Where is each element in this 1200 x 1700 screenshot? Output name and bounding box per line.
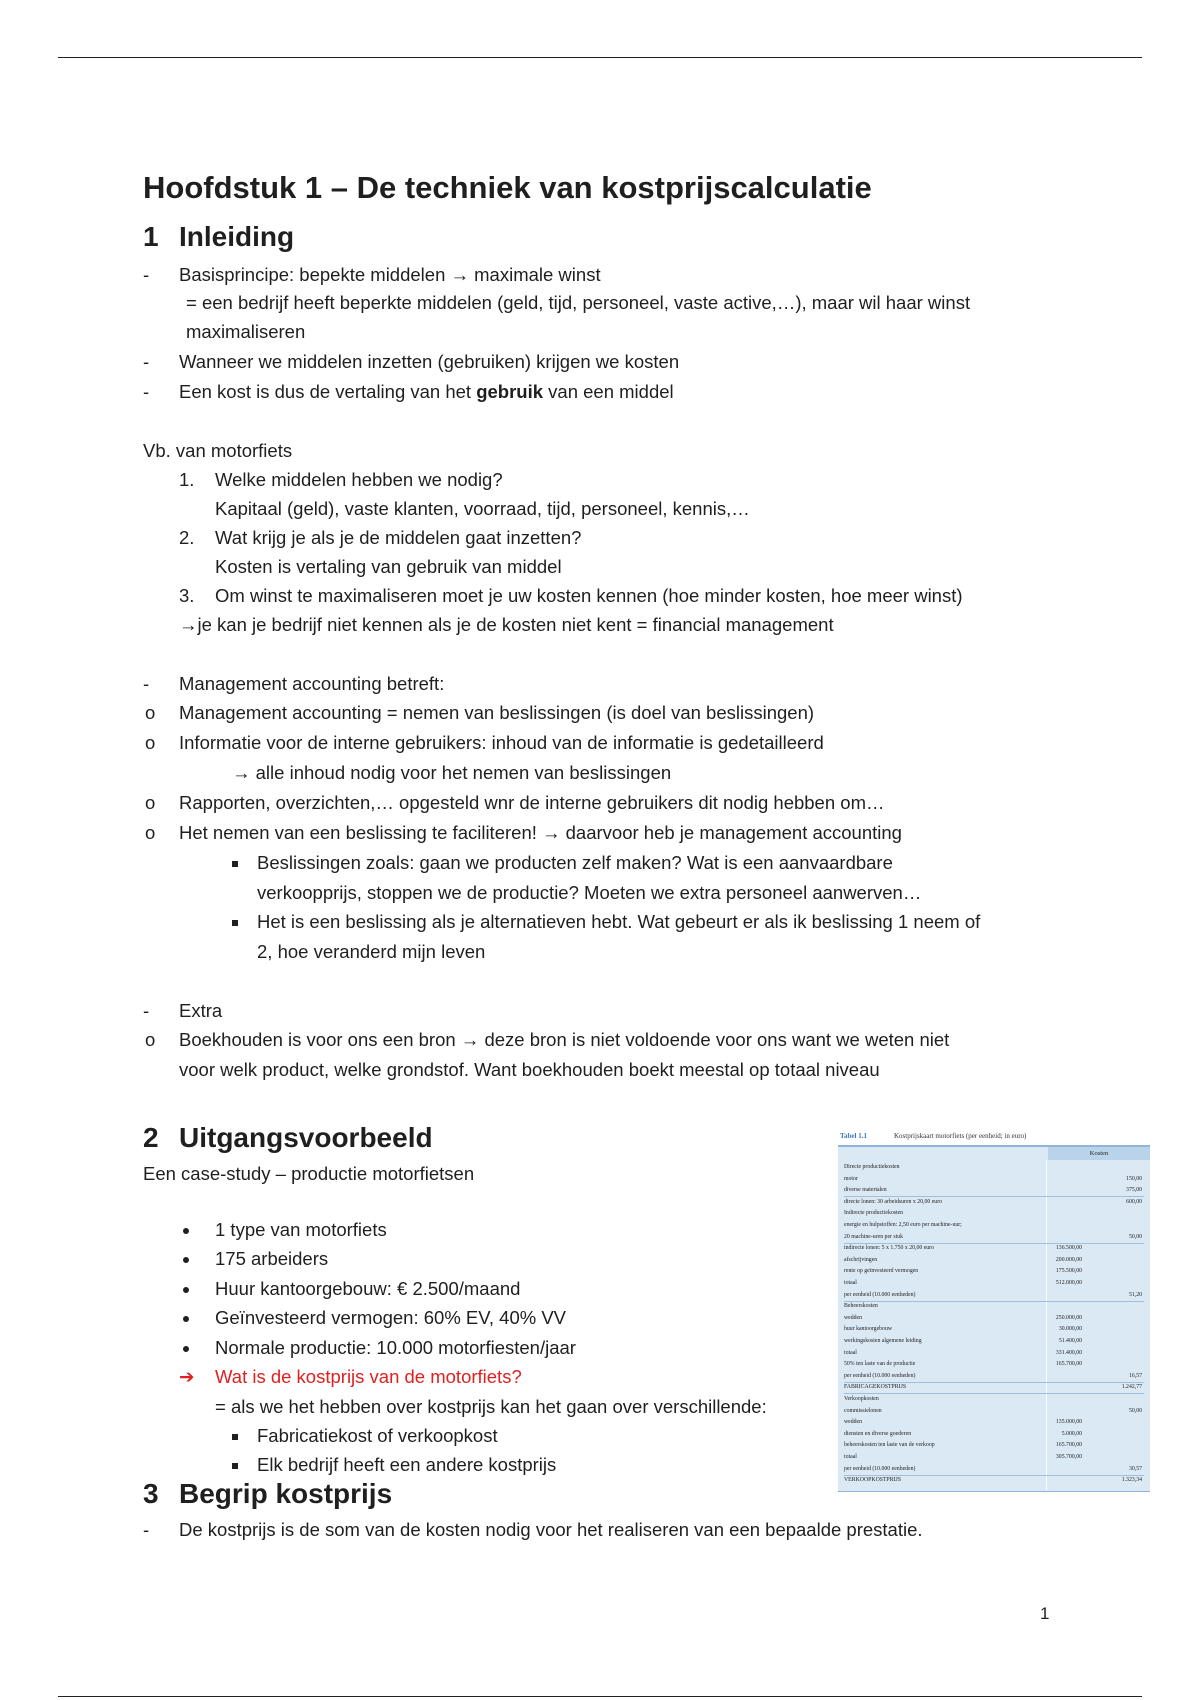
inleiding-p3 [179, 381, 674, 403]
figure-row-label: directe lonen: 30 arbeidsuren x 20,00 euro [844, 1198, 943, 1205]
inleiding-p1-cont2: maximaliseren [186, 321, 306, 342]
ma-item-2: Informatie voor de interne gebruikers: inhoud van de informatie is gedetailleerd [179, 732, 824, 753]
figure-row-label: 50% ten laste van de productie [844, 1361, 916, 1368]
figure-row-subtotal: 165.700,00 [1055, 1442, 1082, 1449]
circle-bullet: o [145, 792, 156, 813]
figure-row [844, 1324, 1144, 1335]
example-item-1: Welke middelen hebben we nodig? [215, 469, 503, 490]
figure-row-label: commissielonen [844, 1407, 882, 1414]
case-sub-1: Fabricatiekost of verkoopkost [257, 1425, 498, 1446]
dash-bullet: - [143, 673, 150, 694]
figure-row-label: Beheerskosten [844, 1303, 878, 1310]
figure-table [838, 1145, 1150, 1492]
ma-heading: Management accounting betreft: [179, 673, 445, 694]
arrow-icon: → [179, 614, 198, 635]
figure-row [844, 1406, 1144, 1417]
round-bullet [183, 1287, 189, 1293]
figure-label: Tabel 1.1 [840, 1132, 867, 1140]
figure-row-cost: 30,57 [1128, 1465, 1142, 1472]
figure-row [844, 1440, 1144, 1451]
figure-row-label: motor [844, 1175, 858, 1182]
ma-sub-2b: 2, hoe veranderd mijn leven [257, 941, 486, 962]
figure-row-subtotal: 175.500,00 [1055, 1268, 1082, 1275]
figure-row [844, 1266, 1144, 1277]
figure-row [844, 1359, 1144, 1370]
figure-row [844, 1208, 1144, 1219]
figure-row-subtotal: 51.400,00 [1058, 1338, 1082, 1344]
inleiding-p3-bold: gebruik [476, 381, 544, 402]
footer-rule [58, 1696, 1142, 1697]
figure-row-subtotal: 512.000,00 [1055, 1280, 1082, 1286]
page-title: Hoofdstuk 1 – De techniek van kostprijscalculatie [143, 170, 872, 205]
case-sub-2: Elk bedrijf heeft een andere kostprijs [257, 1454, 557, 1475]
figure-row [844, 1417, 1144, 1428]
case-bullet-3: Huur kantoorgebouw: € 2.500/maand [215, 1278, 521, 1299]
figure-row [844, 1452, 1144, 1463]
figure-row-subtotal: 250.000,00 [1055, 1314, 1082, 1321]
figure-row-cost: 600,00 [1126, 1198, 1142, 1205]
figure-title: Kostprijskaart motorfiets (per eenheid; in euro) [894, 1132, 1027, 1140]
ma-sub-2a: Het is een beslissing als je alternatieven hebt. Wat gebeurt er als ik beslissing 1 neem of [257, 911, 981, 932]
figure-row [844, 1313, 1144, 1324]
figure-row-label: afschrijvingen [844, 1256, 878, 1263]
square-bullet [232, 1463, 238, 1469]
arrow-icon: → [232, 762, 251, 783]
figure-row [844, 1348, 1144, 1359]
square-bullet [232, 1434, 238, 1440]
case-note: = als we het hebben over kostprijs kan het gaan over verschillende: [215, 1396, 767, 1417]
figure-row-label: FABRICAGEKOSTPRIJS [844, 1384, 907, 1391]
case-bullet-1: 1 type van motorfiets [215, 1219, 387, 1240]
square-bullet [232, 920, 238, 926]
figure-row-label: per eenheid (10.000 eenheden) [844, 1291, 916, 1298]
dash-bullet: - [143, 1519, 150, 1540]
figure-row [844, 1371, 1144, 1383]
figure-row-label: totaal [844, 1454, 857, 1460]
figure-row [844, 1290, 1144, 1302]
figure-row-subtotal: 305.700,00 [1055, 1454, 1082, 1460]
list-number: 1. [179, 469, 195, 490]
figure-row-label: indirecte lonen: 5 x 1.750 x 20,00 euro [844, 1245, 934, 1252]
figure-row [844, 1220, 1144, 1231]
figure-row-subtotal: 136.500,00 [1055, 1245, 1082, 1252]
figure-row [844, 1382, 1144, 1394]
section-1-heading [143, 221, 294, 253]
figure-row [844, 1475, 1144, 1486]
figure-row [844, 1464, 1144, 1476]
figure-row-subtotal: 5.000,00 [1061, 1430, 1082, 1437]
round-bullet [183, 1228, 189, 1234]
case-bullet-2: 175 arbeiders [215, 1248, 329, 1269]
example-item-3: Om winst te maximaliseren moet je uw kosten kennen (hoe minder kosten, hoe meer winst) [215, 585, 963, 606]
figure-column-header: Kosten [1048, 1147, 1150, 1160]
figure-row-label: totaal [844, 1280, 857, 1286]
example-item-3-cont [179, 614, 834, 636]
figure-row-label: wedden [844, 1419, 863, 1426]
figure-row [844, 1243, 1144, 1254]
case-question: Wat is de kostprijs van de motorfiets? [215, 1366, 522, 1387]
figure-row-cost: 50,00 [1128, 1407, 1142, 1414]
section-3-title: Begrip kostprijs [179, 1478, 393, 1509]
example-item-1-cont: Kapitaal (geld), vaste klanten, voorraad, tijd, personeel, kennis,… [215, 498, 750, 519]
ma-item-4: Het nemen van een beslissing te faciliteren! → daarvoor heb je management accounting [179, 822, 902, 843]
ma-item-1: Management accounting = nemen van beslissingen (is doel van beslissingen) [179, 702, 815, 723]
figure-row-cost: 50,00 [1128, 1233, 1142, 1240]
header-rule [58, 57, 1142, 58]
figure-row-label: werkingskosten algemene leiding [844, 1338, 922, 1344]
case-bullet-4: Geïnvesteerd vermogen: 60% EV, 40% VV [215, 1307, 567, 1328]
section-1-title: Inleiding [179, 221, 295, 252]
figure-row-label: wedden [844, 1314, 863, 1321]
circle-bullet: o [145, 732, 156, 753]
figure-row [844, 1197, 1144, 1208]
figure-row [844, 1278, 1144, 1289]
cost-table-figure [838, 1130, 1150, 1492]
figure-row-label: per eenheid (10.000 eenheden) [844, 1372, 916, 1379]
figure-row-label: diverse materialen [844, 1187, 887, 1194]
figure-row [844, 1185, 1144, 1197]
ma-item-2-cont [232, 762, 671, 784]
round-bullet [183, 1257, 189, 1263]
figure-row-cost: 16,57 [1128, 1372, 1142, 1379]
figure-row-cost: 1.323,34 [1121, 1477, 1142, 1484]
figure-row [844, 1394, 1144, 1405]
inleiding-p1: Basisprincipe: bepekte middelen → maximale winst [179, 264, 601, 285]
circle-bullet: o [145, 822, 156, 843]
figure-caption [838, 1130, 1150, 1144]
figure-row-cost: 375,00 [1126, 1187, 1142, 1194]
dash-bullet: - [143, 381, 150, 402]
section-2-heading [143, 1122, 433, 1154]
figure-row [844, 1301, 1144, 1312]
inleiding-p1-cont1: = een bedrijf heeft beperkte middelen (geld, tijd, personeel, vaste active,…), maar wil haar winst [186, 292, 971, 313]
extra-item-1a: Boekhouden is voor ons een bron → deze bron is niet voldoende voor ons want we weten niet [179, 1029, 950, 1050]
circle-bullet: o [145, 702, 156, 723]
page-number: 1 [1040, 1604, 1050, 1623]
list-number: 3. [179, 585, 195, 606]
red-arrow-icon: ➔ [179, 1366, 195, 1387]
section-1-number: 1 [143, 221, 159, 252]
case-intro: Een case-study – productie motorfietsen [143, 1163, 475, 1184]
figure-row [844, 1429, 1144, 1440]
case-bullet-5: Normale productie: 10.000 motorfiesten/jaar [215, 1337, 576, 1358]
figure-row-cost: 150,00 [1126, 1175, 1142, 1182]
figure-row-subtotal: 30.000,00 [1058, 1326, 1082, 1333]
figure-row-label: beheerskosten ten laste van de verkoop [844, 1442, 935, 1449]
figure-row-label: 20 machine-uren per stuk [844, 1233, 904, 1240]
circle-bullet: o [145, 1029, 156, 1050]
example-item-3-cont-text: je kan je bedrijf niet kennen als je de kosten niet kent = financial management [197, 614, 834, 635]
extra-heading: Extra [179, 1000, 223, 1021]
figure-row-label: per eenheid (10.000 eenheden) [844, 1465, 916, 1472]
figure-row-label: Verkoopkosten [844, 1396, 879, 1402]
extra-item-1b: voor welk product, welke grondstof. Want boekhouden boekt meestal op totaal niveau [179, 1059, 880, 1080]
figure-row-label: huur kantoorgebouw [844, 1326, 893, 1333]
dash-bullet: - [143, 351, 150, 372]
figure-row-subtotal: 135.000,00 [1055, 1419, 1082, 1426]
figure-row-subtotal: 165.700,00 [1055, 1361, 1082, 1368]
example-item-2: Wat krijg je als je de middelen gaat inzetten? [215, 527, 582, 548]
figure-row-label: energie en hulpstoffen: 2,50 euro per machine-uur; [844, 1222, 962, 1228]
example-item-2-cont: Kosten is vertaling van gebruik van middel [215, 556, 562, 577]
figure-row [844, 1162, 1144, 1173]
inleiding-p2: Wanneer we middelen inzetten (gebruiken) krijgen we kosten [179, 351, 680, 372]
figure-row [844, 1174, 1144, 1185]
section-3-number: 3 [143, 1478, 159, 1509]
figure-row [844, 1255, 1144, 1266]
figure-row-cost: 1.242,77 [1121, 1384, 1142, 1391]
figure-row-label: Directe productiekosten [844, 1164, 900, 1170]
ma-item-2-cont-text: alle inhoud nodig voor het nemen van beslissingen [255, 762, 672, 783]
section-3-heading [143, 1478, 392, 1510]
example-heading: Vb. van motorfiets [143, 440, 293, 461]
figure-row [844, 1336, 1144, 1347]
ma-sub-1b: verkoopprijs, stoppen we de productie? Moeten we extra personeel aanwerven… [257, 882, 922, 903]
section-2-title: Uitgangsvoorbeeld [179, 1122, 433, 1153]
figure-row-label: diensten en diverse goederen [844, 1430, 912, 1437]
figure-row-label: rente op geïnvesteerd vermogen [844, 1268, 919, 1275]
figure-row [844, 1232, 1144, 1244]
ma-sub-1a: Beslissingen zoals: gaan we producten zelf maken? Wat is een aanvaardbare [257, 852, 893, 873]
list-number: 2. [179, 527, 195, 548]
ma-item-3: Rapporten, overzichten,… opgesteld wnr de interne gebruikers dit nodig hebben om… [179, 792, 885, 813]
dash-bullet: - [143, 264, 150, 285]
square-bullet [232, 861, 238, 867]
section-2-number: 2 [143, 1122, 159, 1153]
figure-row-subtotal: 200.000,00 [1055, 1256, 1082, 1263]
round-bullet [183, 1316, 189, 1322]
figure-row-label: Indirecte productiekosten [844, 1210, 904, 1217]
inleiding-p3-post: van een middel [543, 381, 674, 402]
round-bullet [183, 1346, 189, 1352]
dash-bullet: - [143, 1000, 150, 1021]
figure-row-label: totaal [844, 1349, 857, 1356]
inleiding-p3-pre: Een kost is dus de vertaling van het [179, 381, 477, 402]
kostprijs-p1: De kostprijs is de som van de kosten nodig voor het realiseren van een bepaalde prestatie. [179, 1519, 923, 1540]
figure-row-subtotal: 331.400,00 [1055, 1349, 1082, 1356]
figure-row-label: VERKOOPKOSTPRIJS [844, 1477, 902, 1484]
figure-row-cost: 51,20 [1128, 1291, 1142, 1298]
